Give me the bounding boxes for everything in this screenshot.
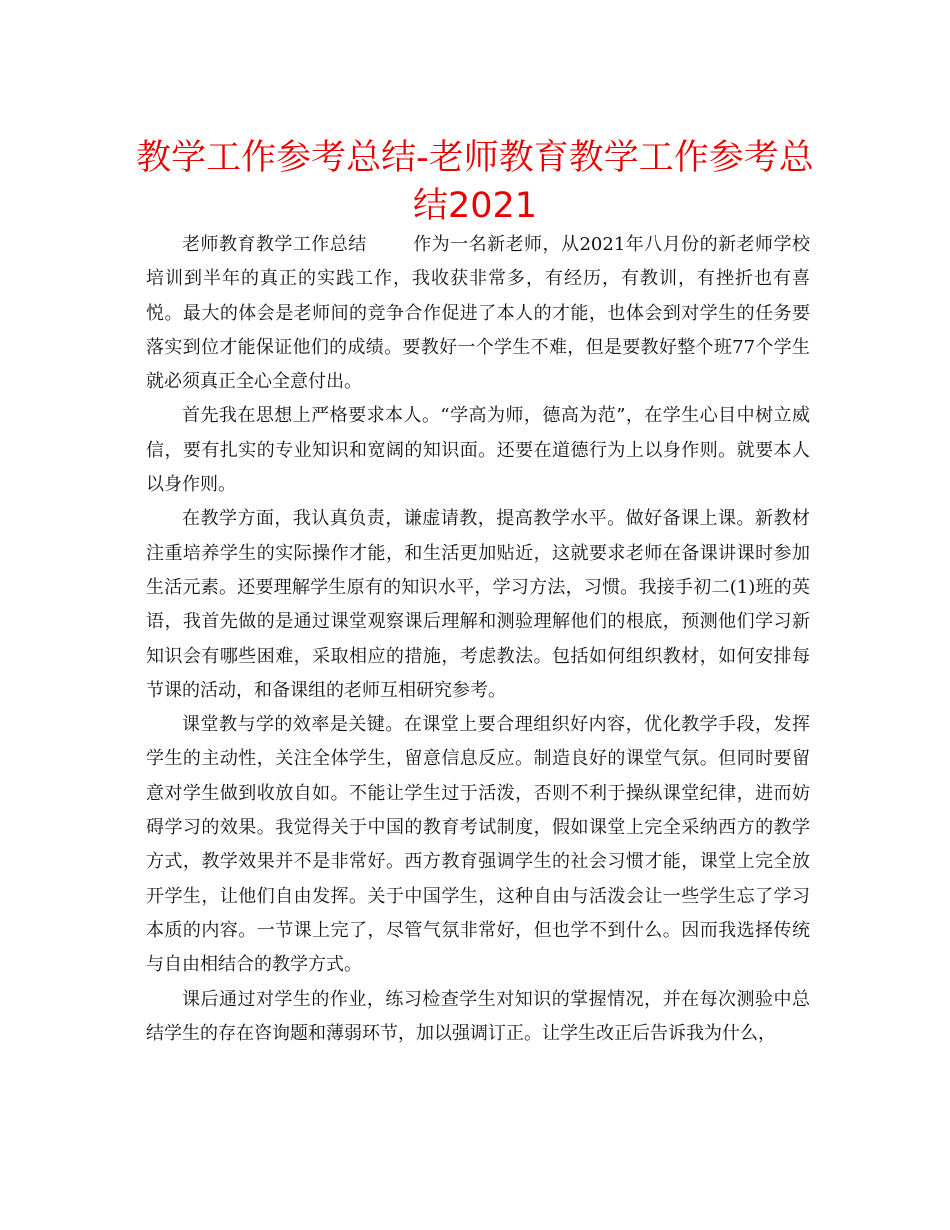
- paragraph-1: [146, 228, 810, 399]
- document-title: 教学工作参考总结-老师教育教学工作参考总结2021: [136, 138, 814, 226]
- paragraph-2: 首先我在思想上严格要求本人。“学高为师，德高为范”，在学生心目中树立威信，要有扎实的专业知识和宽阔的知识面。还要在道德行为上以身作则。就要本人以身作则。: [146, 405, 810, 496]
- document-body: [146, 228, 810, 1051]
- paragraph-5: 课后通过对学生的作业，练习检查学生对知识的掌握情况，并在每次测验中总结学生的存在咨询题和薄弱环节，加以强调订正。让学生改正后告诉我为什么，: [146, 988, 810, 1044]
- paragraph-1-text: 作为一名新老师，从2021年八月份的新老师学校培训到半年的真正的实践工作，我收获非常多，有经历，有教训，有挫折也有喜悦。最大的体会是老师间的竞争合作促进了本人的才能，也体会到对学生的任务要落实到位才能保证他们的成绩。要教好一个学生不难，但是要教好整个班77个学生就必须真正全心全意付出。: [146, 234, 810, 393]
- intro-heading: 老师教育教学工作总结: [182, 234, 367, 255]
- paragraph-3: 在教学方面，我认真负责，谦虚请教，提高教学水平。做好备课上课。新教材注重培养学生的实际操作才能，和生活更加贴近，这就要求老师在备课讲课时参加生活元素。还要理解学生原有的知识水平，学习方法，习惯。我接手初二(1)班的英语，我首先做的是通过课堂观察课后理解和测验理解他们的根底，预测他们学习新知识会有哪些困难，采取相应的措施，考虑教法。包括如何组织教材，如何安排每节课的活动，和备课组的老师互相研究参考。: [146, 508, 810, 701]
- paragraph-4: 课堂教与学的效率是关键。在课堂上要合理组织好内容，优化教学手段，发挥学生的主动性，关注全体学生，留意信息反应。制造良好的课堂气氛。但同时要留意对学生做到收放自如。不能让学生过于活泼，否则不利于操纵课堂纪律，进而妨碍学习的效果。我觉得关于中国的教育考试制度，假如课堂上完全采纳西方的教学方式，教学效果并不是非常好。西方教育强调学生的社会习惯才能，课堂上完全放开学生，让他们自由发挥。关于中国学生，这种自由与活泼会让一些学生忘了学习本质的内容。一节课上完了，尽管气氛非常好，但也学不到什么。因而我选择传统与自由相结合的教学方式。: [146, 714, 810, 976]
